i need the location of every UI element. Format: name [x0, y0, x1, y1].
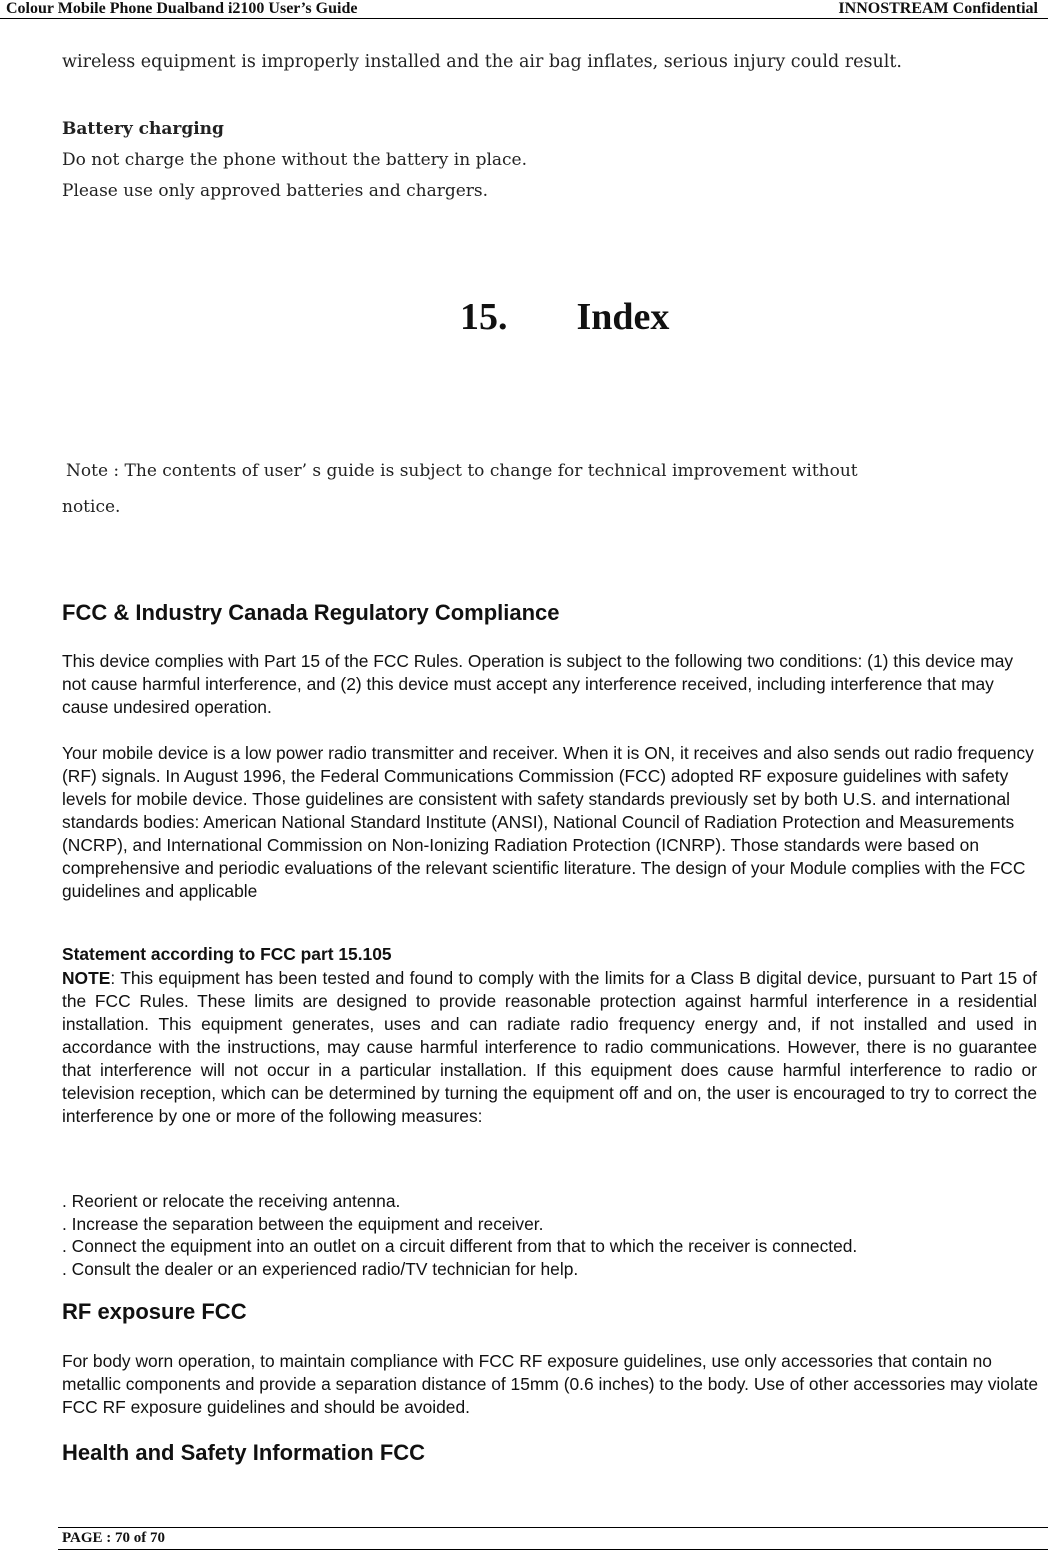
footer-rule-top — [58, 1527, 1048, 1528]
header-confidential: INNOSTREAM Confidential — [838, 0, 1038, 17]
index-heading — [460, 295, 669, 339]
rf-exposure-heading: RF exposure FCC — [62, 1299, 247, 1324]
fcc-note-text: : This equipment has been tested and found to comply with the limits for a Class B digital device, pursuant to Part 15 of the FCC Rules. These limits are designed to provide reasonable protection against harmful interference in a residential installation. This equipment generates, uses and can radiate radio frequency energy and, if not installed and used in accordance with the instructions, may cause harmful interference to radio communications. However, there is no guarantee that interference will not occur in a particular installation. If this equipment does cause harmful interference to radio or television reception, which can be determined by turning the equipment off and on, the user is encouraged to try to correct the interference by one or more of the following measures: — [62, 968, 1037, 1126]
fcc-note-paragraph — [62, 967, 1037, 1128]
measure-item: . Connect the equipment into an outlet on a circuit different from that to which the receiver is connected. — [62, 1236, 858, 1256]
measures-list — [62, 1190, 857, 1280]
fcc-note-label: NOTE — [62, 968, 111, 988]
battery-charging-title: Battery charging — [62, 119, 224, 139]
footer-page-number: PAGE : 70 of 70 — [62, 1530, 166, 1546]
statement-title: Statement according to FCC part 15.105 — [62, 944, 392, 964]
index-heading-number: 15. — [460, 296, 508, 338]
rf-exposure-paragraph: For body worn operation, to maintain compliance with FCC RF exposure guidelines, use only accessories that contain no metallic components and provide a separation distance of 15mm (0.6 inches) to the body. Use of other accessories may violate FCC RF exposure guidelines and should be avoided. — [62, 1351, 1038, 1417]
battery-line-2: Please use only approved batteries and chargers. — [62, 181, 489, 201]
index-heading-title: Index — [576, 296, 670, 338]
note-line-1: Note : The contents of user’ s guide is subject to change for technical improvement without — [66, 461, 858, 481]
header-rule — [0, 18, 1048, 19]
measure-item: . Increase the separation between the equipment and receiver. — [62, 1213, 544, 1234]
intro-line: wireless equipment is improperly installed and the air bag inflates, serious injury could result. — [62, 52, 902, 72]
footer-rule-bottom — [58, 1549, 1048, 1550]
fcc-heading: FCC & Industry Canada Regulatory Compliance — [62, 600, 560, 625]
fcc-para-1: This device complies with Part 15 of the FCC Rules. Operation is subject to the following two conditions: (1) this device may not cause harmful interference, and (2) this device must accept any interference received, including interference that may cause undesired operation. — [62, 651, 1014, 717]
note-line-2: notice. — [62, 497, 121, 517]
header-doc-title: Colour Mobile Phone Dualband i2100 User’s Guide — [6, 0, 358, 17]
battery-line-1: Do not charge the phone without the battery in place. — [62, 150, 528, 170]
health-safety-heading: Health and Safety Information FCC — [62, 1440, 426, 1465]
measure-item: . Consult the dealer or an experienced radio/TV technician for help. — [62, 1258, 579, 1279]
fcc-para-2: Your mobile device is a low power radio transmitter and receiver. When it is ON, it receives and also sends out radio frequency (RF) signals. In August 1996, the Federal Communications Commission (FCC) adopted RF exposure guidelines with safety levels for mobile device. Those guidelines are consistent with safety standards previously set by both U.S. and international standards bodies: American National Standard Institute (ANSI), National Council of Radiation Protection and Measurements (NCRP), and International Commission on Non-Ionizing Radiation Protection (ICNRP). Those standards were based on comprehensive and periodic evaluations of the relevant scientific literature. The design of your Module complies with the FCC guidelines and applicable — [62, 743, 1034, 901]
measure-item: . Reorient or relocate the receiving antenna. — [62, 1191, 401, 1211]
